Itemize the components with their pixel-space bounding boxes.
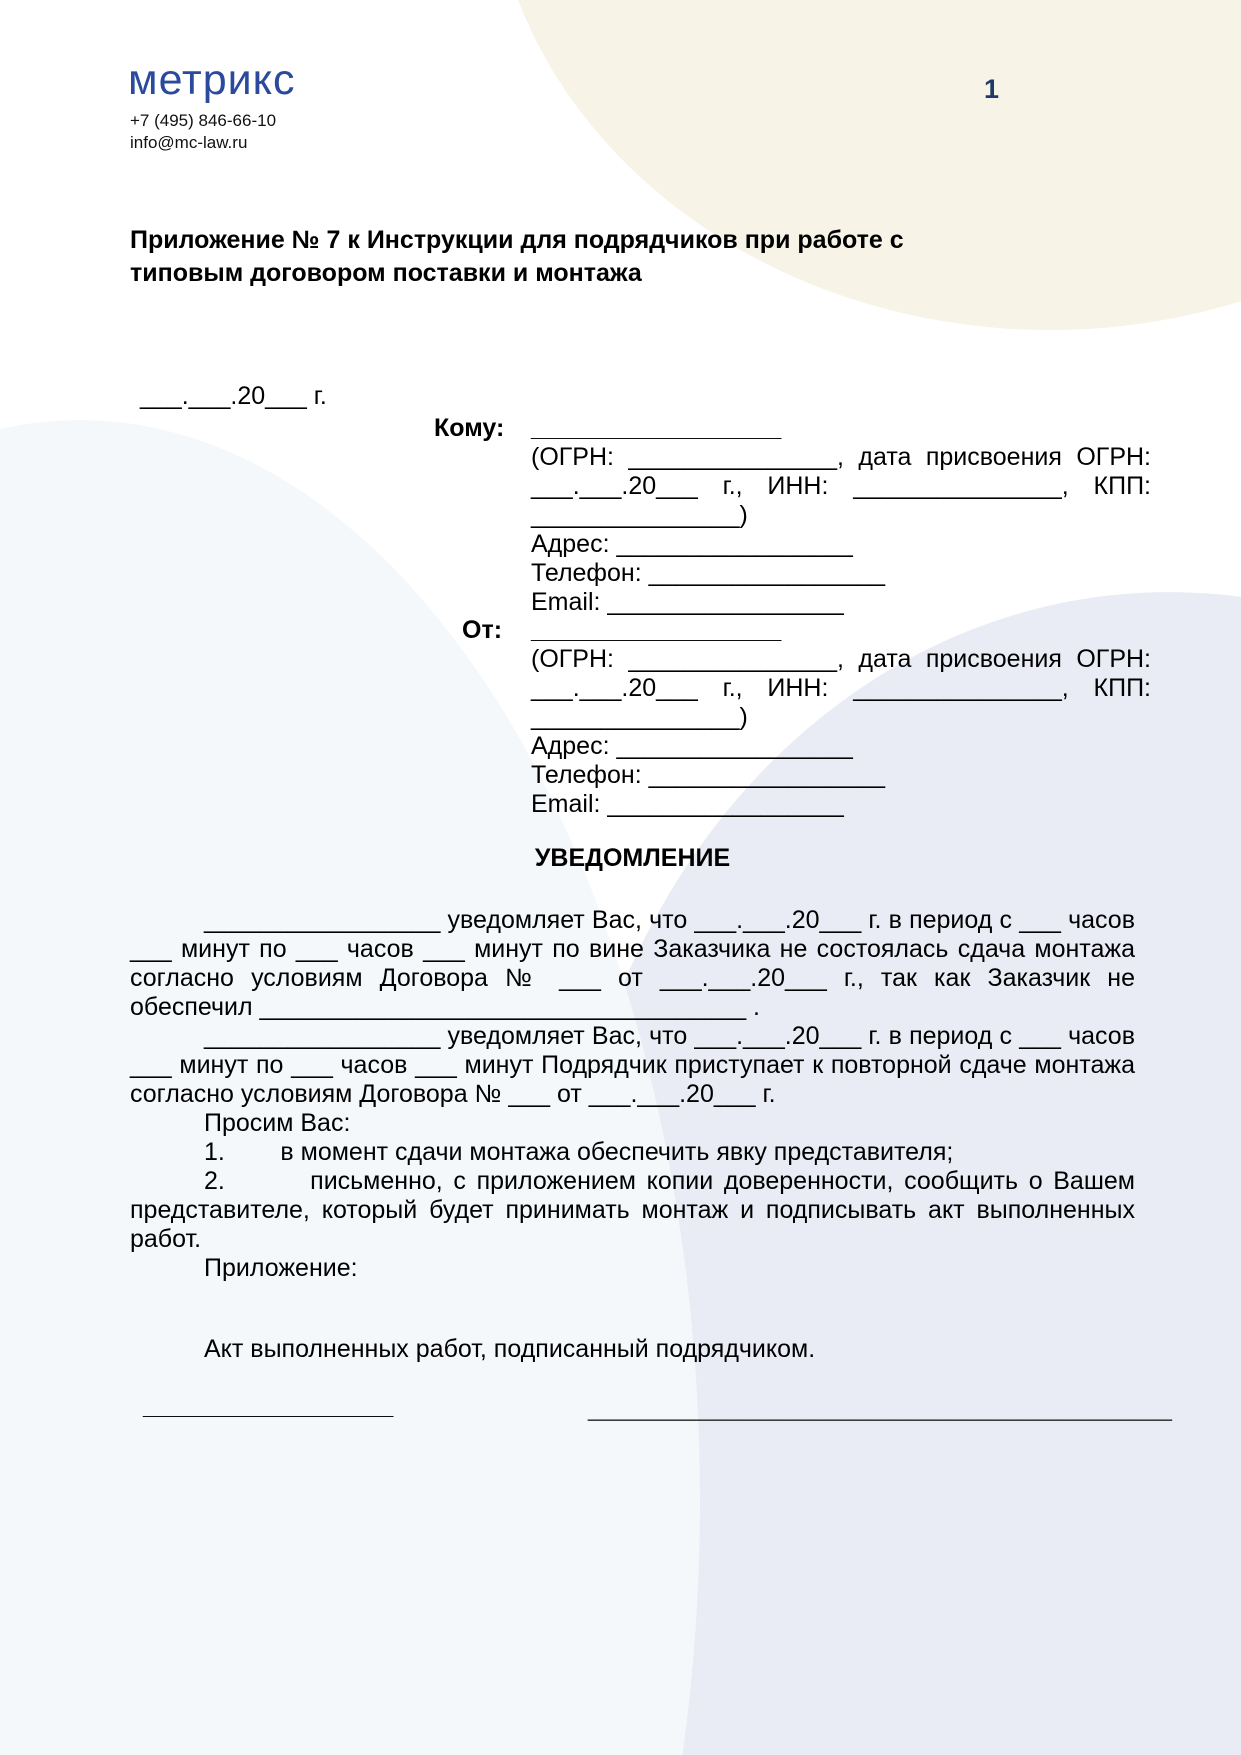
document-title: Приложение № 7 к Инструкции для подрядчиков при работе с типовым договором поставки и монтажа [130,226,904,287]
sender-address-line: Адрес: _________________ [531,732,853,760]
recipient-registration-details: (ОГРН: _______________, дата присвоения ОГРН: ___.___.20___ г., ИНН: _______________, КПП: _______________) [531,443,1151,529]
sender-name-blank: __________________ [531,616,782,644]
recipient-phone-line: Телефон: _________________ [531,559,885,587]
notice-paragraph-2: _________________ уведомляет Вас, что ___.___.20___ г. в период с ___ часов ___ минут по ___ часов ___ минут Подрядчик приступает к повторной сдаче монтажа согласно условиям Договора № ___ от ___.___.20___ г. [130,1022,1135,1108]
sender-block [0,616,1241,819]
date-blank-line: ___.___.20___ г. [140,382,327,410]
notice-section [130,844,1135,1364]
recipient-email-line: Email: _________________ [531,588,844,616]
header-email: info@mc-law.ru [130,133,248,152]
recipient-block [0,414,1241,617]
sender-phone-line: Телефон: _________________ [531,761,885,789]
request-intro: Просим Вас: [204,1109,351,1137]
signature-blank-right: __________________________________________ [588,1394,1172,1422]
attachment-label: Приложение: [204,1254,358,1282]
sender-fields [531,616,1151,819]
recipient-label: Кому: [434,414,505,442]
notice-heading: УВЕДОМЛЕНИЕ [534,844,731,872]
sender-email-line: Email: _________________ [531,790,844,818]
page-number: 1 [984,74,1000,104]
signature-blank-left: __________________ [143,1392,394,1420]
header-phone: +7 (495) 846-66-10 [130,111,277,130]
sender-label: От: [462,616,503,644]
recipient-name-blank: __________________ [531,414,782,442]
recipient-address-line: Адрес: _________________ [531,530,853,558]
sender-registration-details: (ОГРН: _______________, дата присвоения ОГРН: ___.___.20___ г., ИНН: _______________, КПП: _______________) [531,645,1151,731]
recipient-fields [531,414,1151,617]
attachment-item: Акт выполненных работ, подписанный подрядчиком. [204,1335,816,1363]
logo: метрикс [128,56,296,104]
notice-paragraph-1: _________________ уведомляет Вас, что ___.___.20___ г. в период с ___ часов ___ минут по ___ часов ___ минут по вине Заказчика не состоялась сдача монтажа согласно условиям Договора № ___ от ___.___.20___ г., так как Заказчик не обеспечил ___________________________________ . [130,906,1135,1021]
request-item-2: 2. письменно, с приложением копии доверенности, сообщить о Вашем представителе, который будет принимать монтаж и подписывать акт выполненных работ. [130,1167,1135,1253]
request-item-1: 1. в момент сдачи монтажа обеспечить явку представителя; [204,1138,954,1166]
